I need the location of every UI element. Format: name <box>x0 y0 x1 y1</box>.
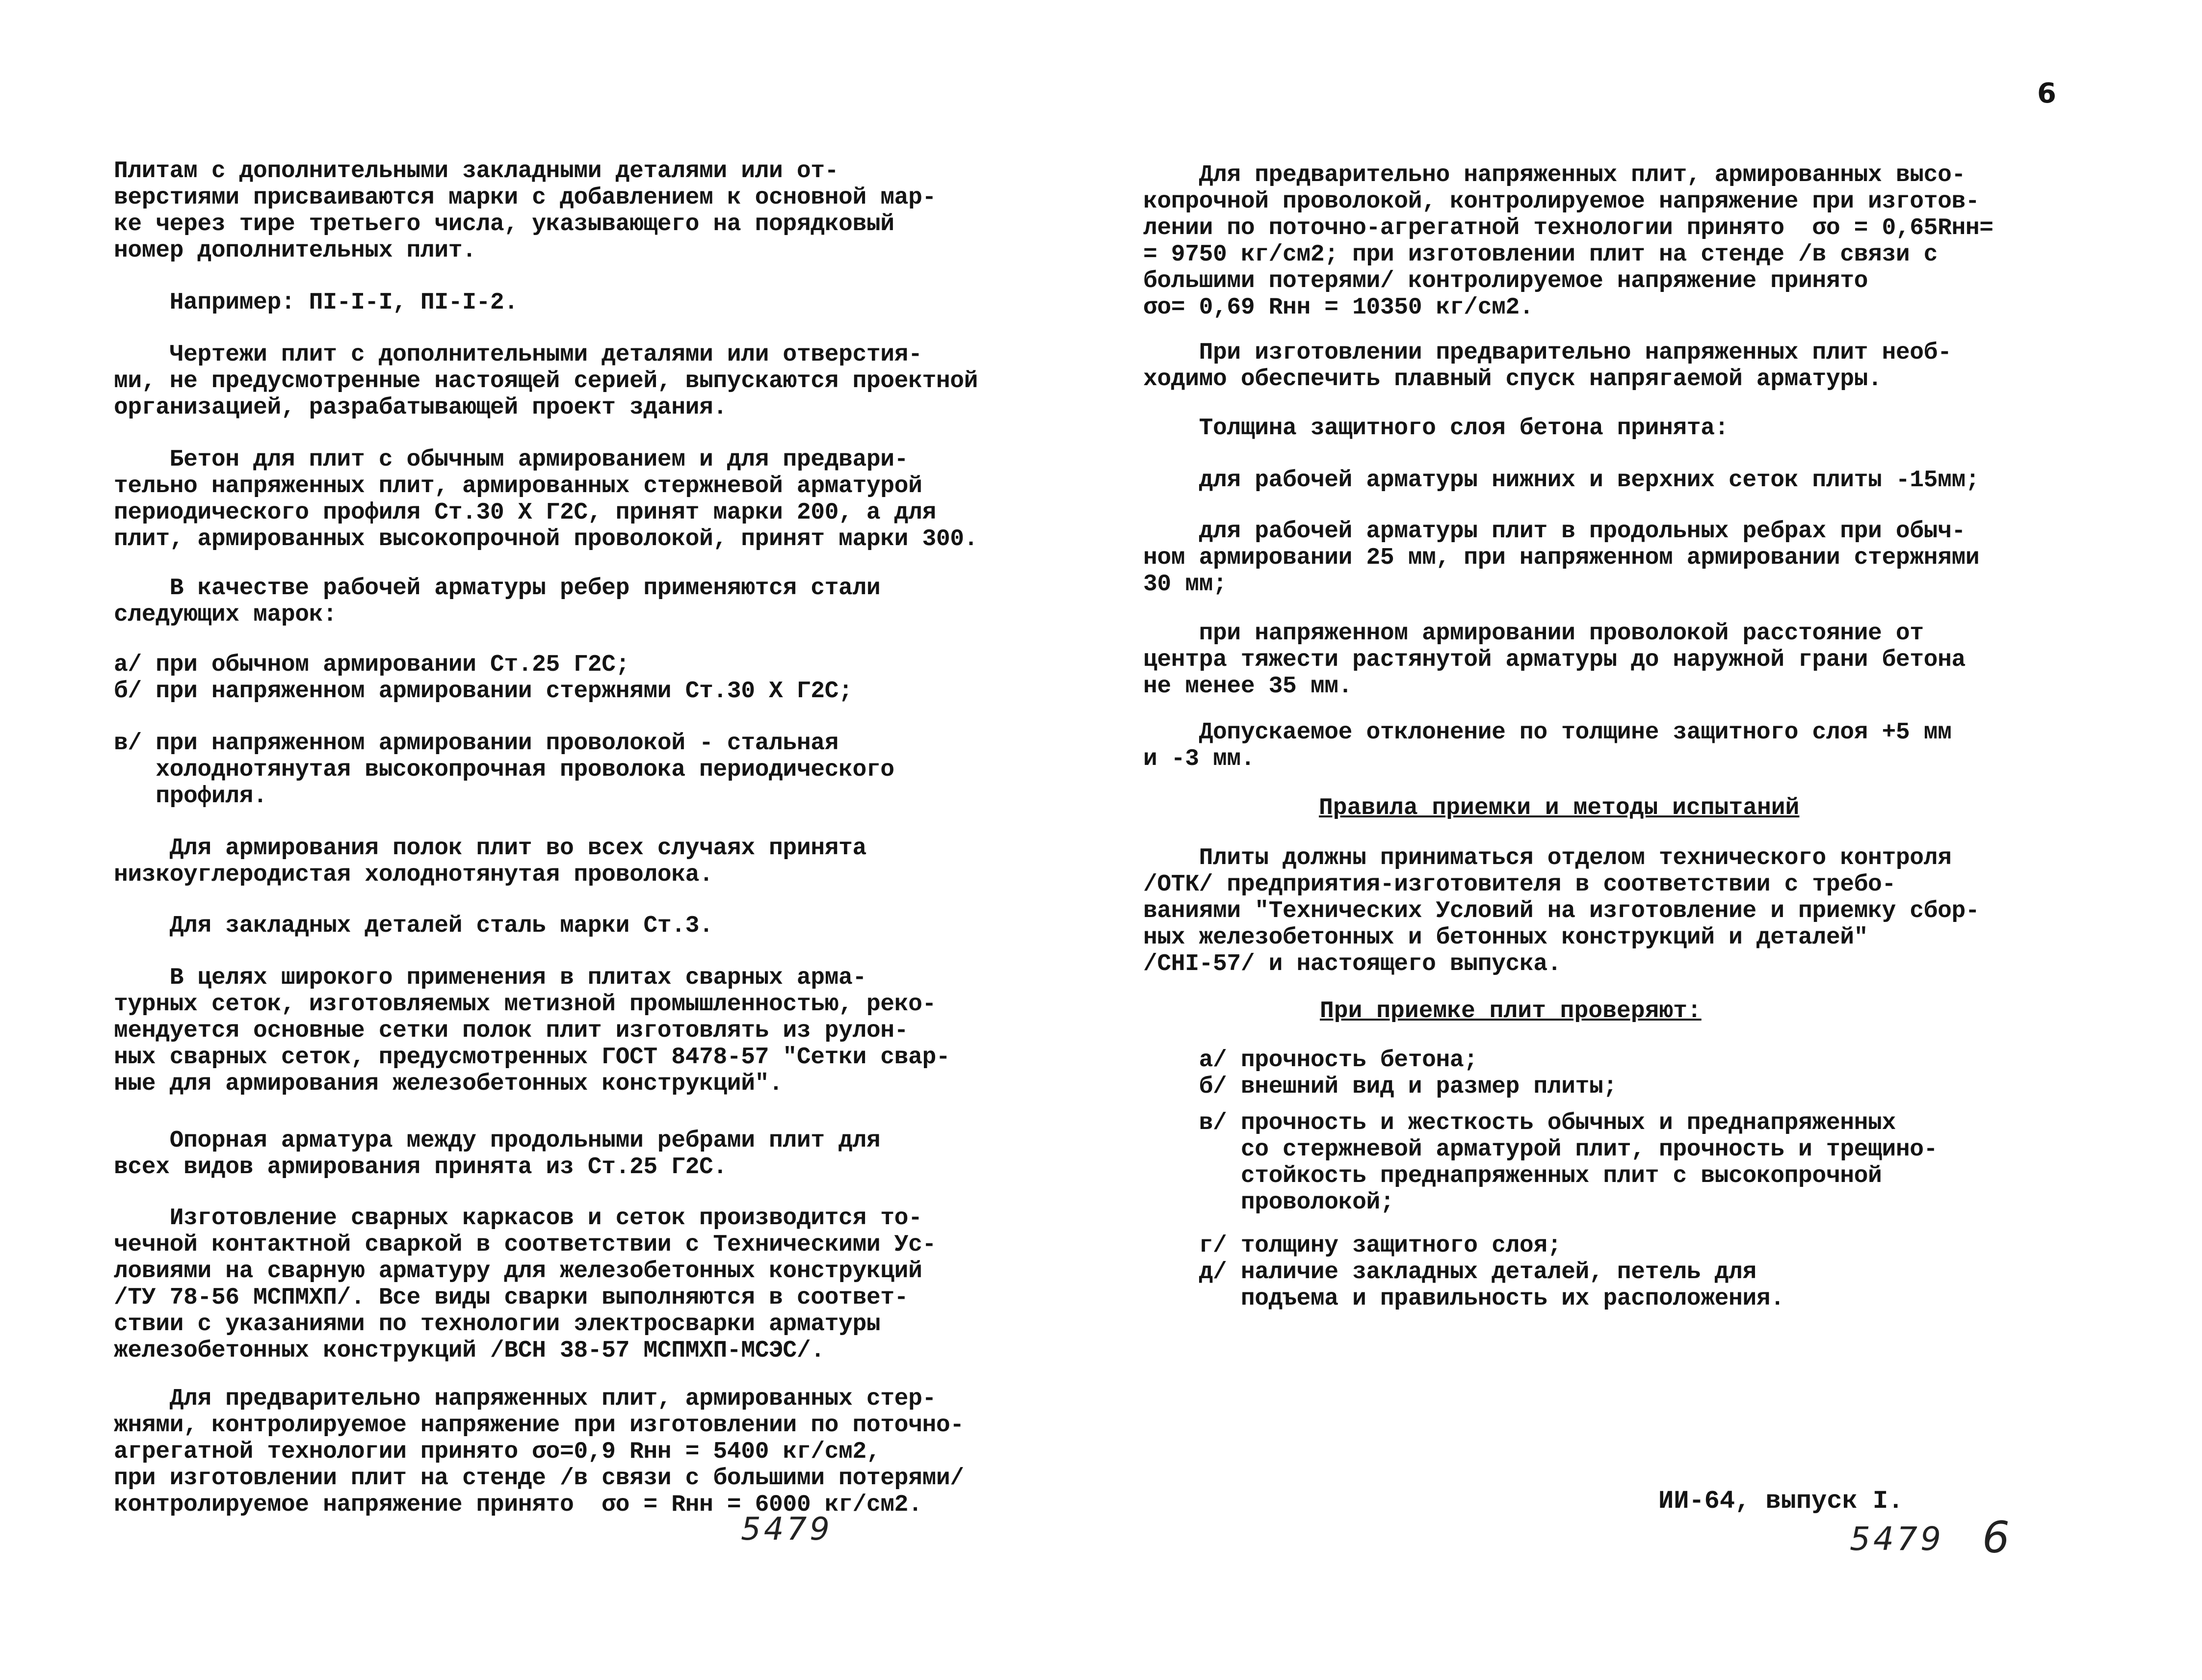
handwritten-page-number: 6 <box>1982 1512 2010 1563</box>
list-v-wire: в/ при напряженном армировании проволокой - стальная холоднотянутая высокопрочная проволока периодического профиля. <box>114 730 894 810</box>
paragraph-example: Например: ПI-I-I, ПI-I-2. <box>114 289 518 316</box>
paragraph-cover-ribs: для рабочей арматуры плит в продольных ребрах при обыч- ном армировании 25 мм, при напряженном армировании стержнями 30 мм; <box>1143 518 1980 598</box>
paragraph-cover-wire: при напряженном армировании проволокой расстояние от центра тяжести растянутой арматуры до наружной грани бетона не менее 35 мм. <box>1143 620 1966 700</box>
handwritten-number-left: 5479 <box>741 1511 833 1548</box>
paragraph-tolerance: Допускаемое отклонение по толщине защитного слоя +5 мм и -3 мм. <box>1143 719 1952 772</box>
paragraph-smooth-release: При изготовлении предварительно напряженных плит необ- ходимо обеспечить плавный спуск напрягаемой арматуры. <box>1143 340 1952 393</box>
list-checks-gd: г/ толщину защитного слоя; д/ наличие закладных деталей, петель для подъема и правильность их расположения. <box>1199 1233 1784 1312</box>
list-checks-v: в/ прочность и жесткость обычных и преднапряженных со стержневой арматурой плит, прочность и трещино- стойкость преднапряженных плит с высокопрочной проволокой; <box>1199 1110 1938 1216</box>
page-number: 6 <box>2037 78 2056 109</box>
paragraph-welding: Изготовление сварных каркасов и сеток производится то- чечной контактной сваркой в соответствии с Техническими Ус- ловиями на сварную арматуру для железобетонных конструкций /ТУ 78-56 МСПМХП/. Все виды сварки выполняются в соответ- ствии с указаниями по технологии электросварки арматуры железобетонных конструкций /ВСН 38-57 МСПМХП-МСЭС/. <box>114 1205 936 1364</box>
series-label: ИИ-64, выпуск I. <box>1658 1487 1904 1516</box>
paragraph-cover-thickness: Толщина защитного слоя бетона принята: <box>1143 415 1729 442</box>
heading-acceptance-rules: Правила приемки и методы испытаний <box>1319 795 1800 821</box>
handwritten-number-right: 5479 <box>1850 1520 1944 1558</box>
paragraph-shelves: Для армирования полок плит во всех случаях принята низкоуглеродистая холоднотянутая проволока. <box>114 835 866 888</box>
paragraph-support-reinforcement: Опорная арматура между продольными ребрами плит для всех видов армирования принята из Ст.25 Г2С. <box>114 1128 881 1181</box>
paragraph-marks-assignment: Плитам с дополнительными закладными деталями или от- верстиями присваиваются марки с добавлением к основной мар- ке через тире третьего числа, указывающего на порядковый номер дополнительных плит. <box>114 158 936 264</box>
paragraph-cover-meshes: для рабочей арматуры нижних и верхних сеток плиты -15мм; <box>1143 467 1980 494</box>
list-ab-reinforcement: а/ при обычном армировании Ст.25 Г2С; б/ при напряженном армировании стержнями Ст.30 Х Г2С; <box>114 652 853 705</box>
paragraph-embedded-parts: Для закладных деталей сталь марки Ст.3. <box>114 913 713 939</box>
paragraph-working-reinforcement: В качестве рабочей арматуры ребер применяются стали следующих марок: <box>114 575 881 628</box>
paragraph-welded-meshes: В целях широкого применения в плитах сварных арма- турных сеток, изготовляемых метизной промышленностью, реко- мендуется основные сетки полок плит изготовлять из рулон- ных сварных сеток, предусмотренных ГОСТ 8478-57 "Сетки свар- ные для армирования железобетонных конструкций". <box>114 965 950 1097</box>
heading-check-on-acceptance: При приемке плит проверяют: <box>1320 998 1702 1024</box>
paragraph-concrete: Бетон для плит с обычным армированием и для предвари- тельно напряженных плит, армированных стержневой арматурой периодического профиля Ст.30 Х Г2С, принят марки 200, а для плит, армированных высокопрочной проволокой, принят марки 300. <box>114 446 978 552</box>
paragraph-prestress-bars: Для предварительно напряженных плит, армированных стер- жнями, контролируемое напряжение при изготовлении по поточно- агрегатной технологии принято σо=0,9 Rнн = 5400 кг/см2, при изготовлении плит на стенде /в связи с большими потерями/ контролируемое напряжение принято σо = Rнн = 6000 кг/см2. <box>114 1386 964 1518</box>
paragraph-otk: Плиты должны приниматься отделом технического контроля /ОТК/ предприятия-изготовителя в соответствии с требо- ваниями "Технических Условий на изготовление и приемку сбор- ных железобетонных и бетонных конструкций и деталей" /СНI-57/ и настоящего выпуска. <box>1143 845 1980 977</box>
paragraph-drawings: Чертежи плит с дополнительными деталями или отверстия- ми, не предусмотренные настоящей серией, выпускаются проектной организацией, разрабатывающей проект здания. <box>114 341 978 421</box>
list-checks-ab: а/ прочность бетона; б/ внешний вид и размер плиты; <box>1199 1047 1617 1100</box>
paragraph-prestress-wire: Для предварительно напряженных плит, армированных высо- копрочной проволокой, контролируемое напряжение при изготов- лении по поточно-агрегатной технологии принято σо = 0,65Rнн= = 9750 кг/см2; при изготовлении плит на стенде /в связи с большими потерями/ контролируемое напряжение принято σо= 0,69 Rнн = 10350 кг/см2. <box>1143 162 1993 321</box>
